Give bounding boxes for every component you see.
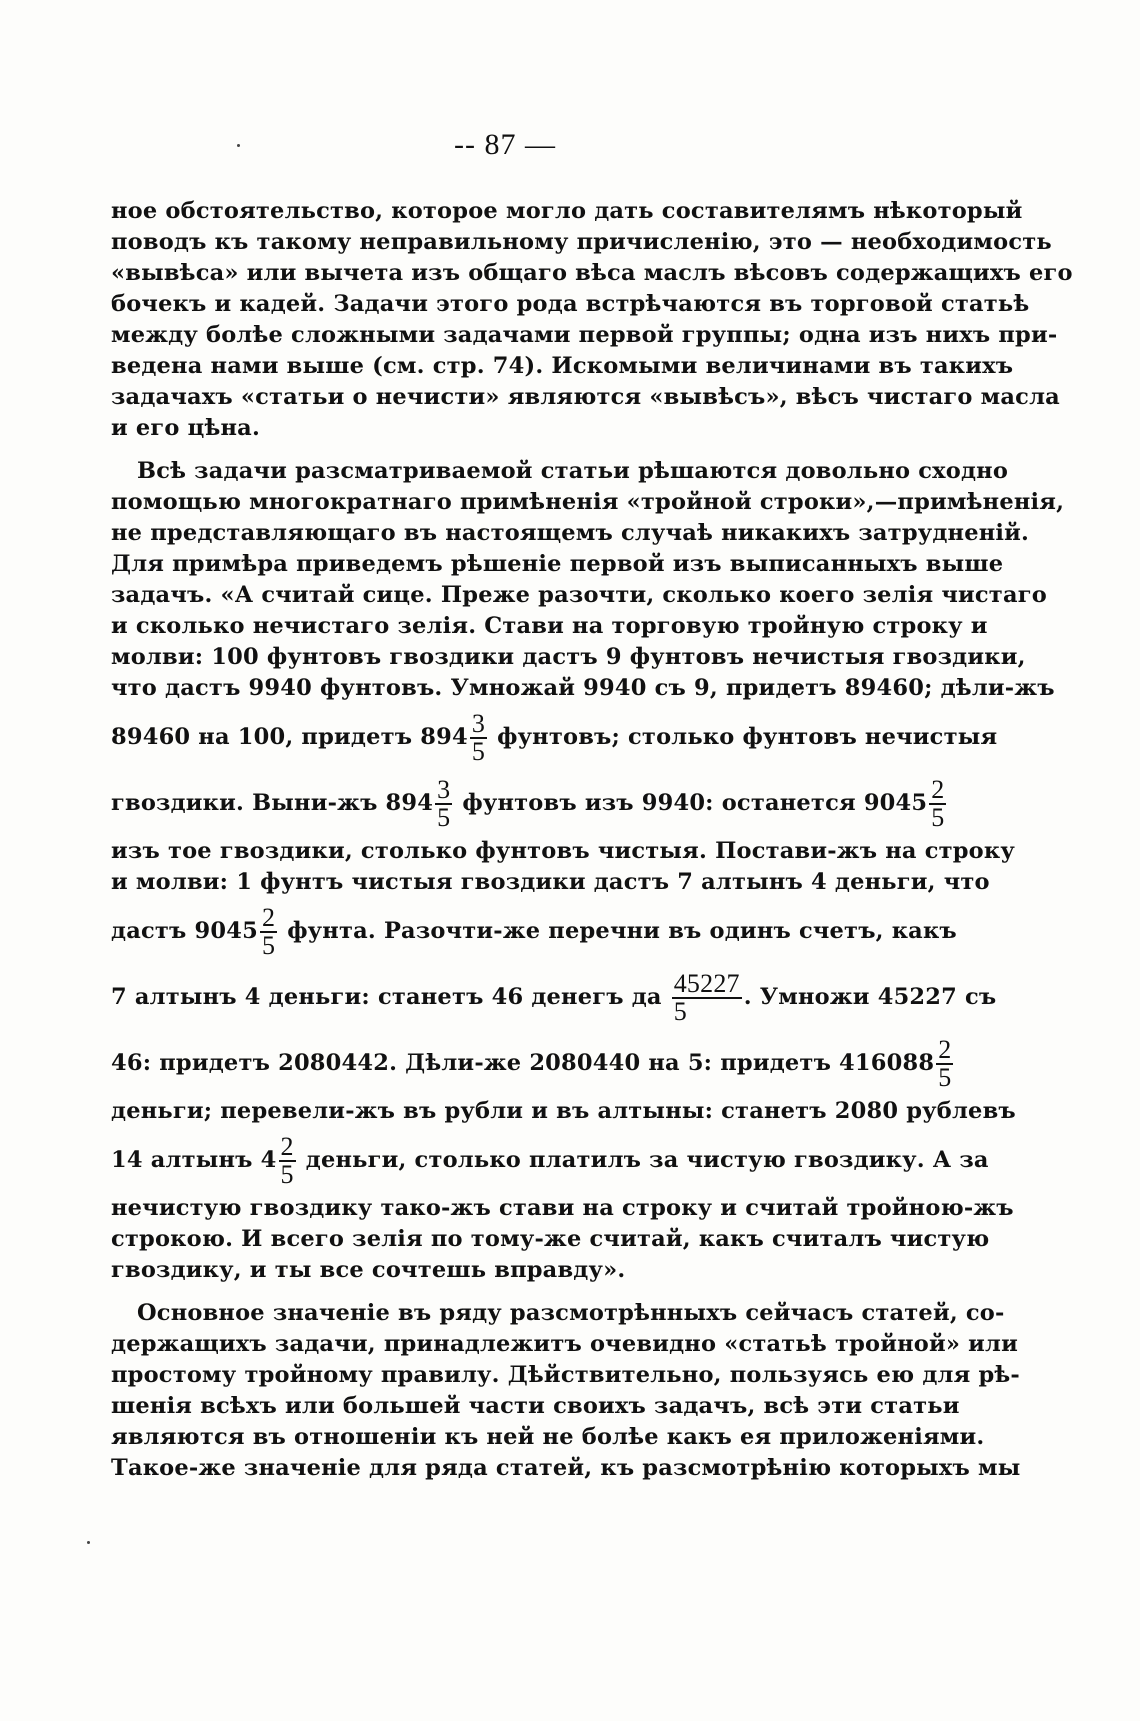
fraction-denominator: 5 [938, 1063, 952, 1092]
math-text: гвоздики. Выни-жъ 894 [111, 790, 434, 816]
text-line: простому тройному правилу. Дѣйствительно, пользуясь ею для рѣ- [111, 1362, 1020, 1388]
fraction-denominator: 5 [471, 737, 486, 766]
math-text: фунтовъ изъ 9940: останется 9045 [462, 790, 928, 816]
page-number: -- 87 — [454, 128, 556, 161]
text-line: задачахъ «статьи о нечисти» являются «вывѣсъ», вѣсъ чистаго масла [111, 384, 1060, 410]
math-line [111, 704, 998, 770]
math-line [111, 964, 997, 1030]
math-text: 46: придетъ 2080442. Дѣли-же 2080440 на 5: придетъ 416088 [111, 1050, 935, 1076]
fraction-numerator: 2 [938, 1035, 952, 1064]
fraction-numerator: 3 [437, 775, 451, 804]
fraction-denominator: 5 [261, 931, 276, 960]
text-line: изъ тое гвоздики, столько фунтовъ чистыя. Постави-жъ на строку [111, 838, 1015, 864]
text-line: являются въ отношеніи къ ней не болѣе какъ ея приложеніями. [111, 1424, 985, 1450]
fraction [279, 1134, 296, 1188]
math-text: фунта. Разочти-же перечни въ одинъ счетъ, какъ [287, 918, 957, 944]
fraction [470, 711, 487, 765]
text-line: гвоздику, и ты все сочтешь вправду». [111, 1257, 626, 1283]
fraction-denominator: 5 [437, 803, 451, 832]
fraction [435, 777, 452, 831]
text-line: держащихъ задачи, принадлежитъ очевидно «статьѣ тройной» или [111, 1331, 1019, 1357]
text-line: строкою. И всего зелія по тому-же считай, какъ считалъ чистую [111, 1226, 990, 1252]
text-line: помощью многократнаго примѣненія «тройной строки»,—примѣненія, [111, 489, 1065, 515]
math-text: фунтовъ; столько фунтовъ нечистыя [497, 724, 998, 750]
text-line: и сколько нечистаго зелія. Стави на торговую тройную строку и [111, 613, 988, 639]
text-line: и молви: 1 фунтъ чистыя гвоздики дастъ 7 алтынъ 4 деньги, что [111, 869, 990, 895]
text-line: молви: 100 фунтовъ гвоздики дастъ 9 фунтовъ нечистыя гвоздики, [111, 644, 1026, 670]
text-line: бочекъ и кадей. Задачи этого рода встрѣчаются въ торговой статьѣ [111, 291, 1030, 317]
math-line [111, 898, 957, 964]
fraction [929, 777, 946, 831]
text-line: что дастъ 9940 фунтовъ. Умножай 9940 съ 9, придетъ 89460; дѣли-жъ [111, 675, 1055, 701]
math-line [111, 770, 945, 836]
text-line: шенія всѣхъ или большей части своихъ задачъ, всѣ эти статьи [111, 1393, 960, 1419]
math-text: дастъ 9045 [111, 918, 258, 944]
math-text: деньги, столько платилъ за чистую гвоздику. А за [305, 1147, 989, 1173]
fraction-numerator: 2 [931, 775, 945, 804]
text-line: задачъ. «А считай сице. Преже разочти, сколько коего зелія чистаго [111, 582, 1047, 608]
text-line: не представляющаго въ настоящемъ случаѣ никакихъ затрудненій. [111, 520, 1030, 546]
text-line: ное обстоятельство, которое могло дать составителямъ нѣкоторый [111, 198, 1023, 224]
math-line [111, 1127, 989, 1193]
fraction-numerator: 45227 [673, 969, 740, 998]
math-text: 89460 на 100, придетъ 894 [111, 724, 468, 750]
fraction-numerator: 3 [471, 709, 486, 738]
text-line: поводъ къ такому неправильному причисленію, это — необходимость [111, 229, 1052, 255]
body-text [111, 196, 1073, 1484]
text-line: ведена нами выше (см. стр. 74). Искомыми величинами въ такихъ [111, 353, 1014, 379]
text-line: нечистую гвоздику тако-жъ стави на строку и считай тройною-жъ [111, 1195, 1014, 1221]
fraction-denominator: 5 [673, 997, 687, 1026]
paragraph-first-line: Основное значеніе въ ряду разсмотрѣнныхъ сейчасъ статей, со- [137, 1300, 1005, 1326]
text-line: Такое-же значеніе для ряда статей, къ разсмотрѣнію которыхъ мы [111, 1455, 1021, 1481]
fraction [260, 905, 277, 959]
scan-speck [237, 144, 240, 147]
text-line: Для примѣра приведемъ рѣшеніе первой изъ выписанныхъ выше [111, 551, 1004, 577]
math-text: . Умножи 45227 съ [743, 984, 997, 1010]
fraction-denominator: 5 [931, 803, 945, 832]
math-text: 7 алтынъ 4 деньги: станетъ 46 денегъ да [111, 984, 662, 1010]
fraction-numerator: 2 [261, 903, 276, 932]
fraction-denominator: 5 [280, 1160, 294, 1189]
text-line: деньги; перевели-жъ въ рубли и въ алтыны: станетъ 2080 рублевъ [111, 1098, 1016, 1124]
text-line: и его цѣна. [111, 415, 260, 441]
math-line [111, 1030, 952, 1096]
text-line: «вывѣса» или вычета изъ общаго вѣса маслъ вѣсовъ содержащихъ его [111, 260, 1073, 286]
text-line: между болѣе сложными задачами первой группы; одна изъ нихъ при- [111, 322, 1058, 348]
paragraph-first-line: Всѣ задачи разсматриваемой статьи рѣшаются довольно сходно [137, 458, 1009, 484]
fraction [672, 971, 742, 1025]
fraction [936, 1037, 953, 1091]
math-text: 14 алтынъ 4 [111, 1147, 277, 1173]
scan-speck [87, 1541, 90, 1544]
fraction-numerator: 2 [280, 1132, 294, 1161]
